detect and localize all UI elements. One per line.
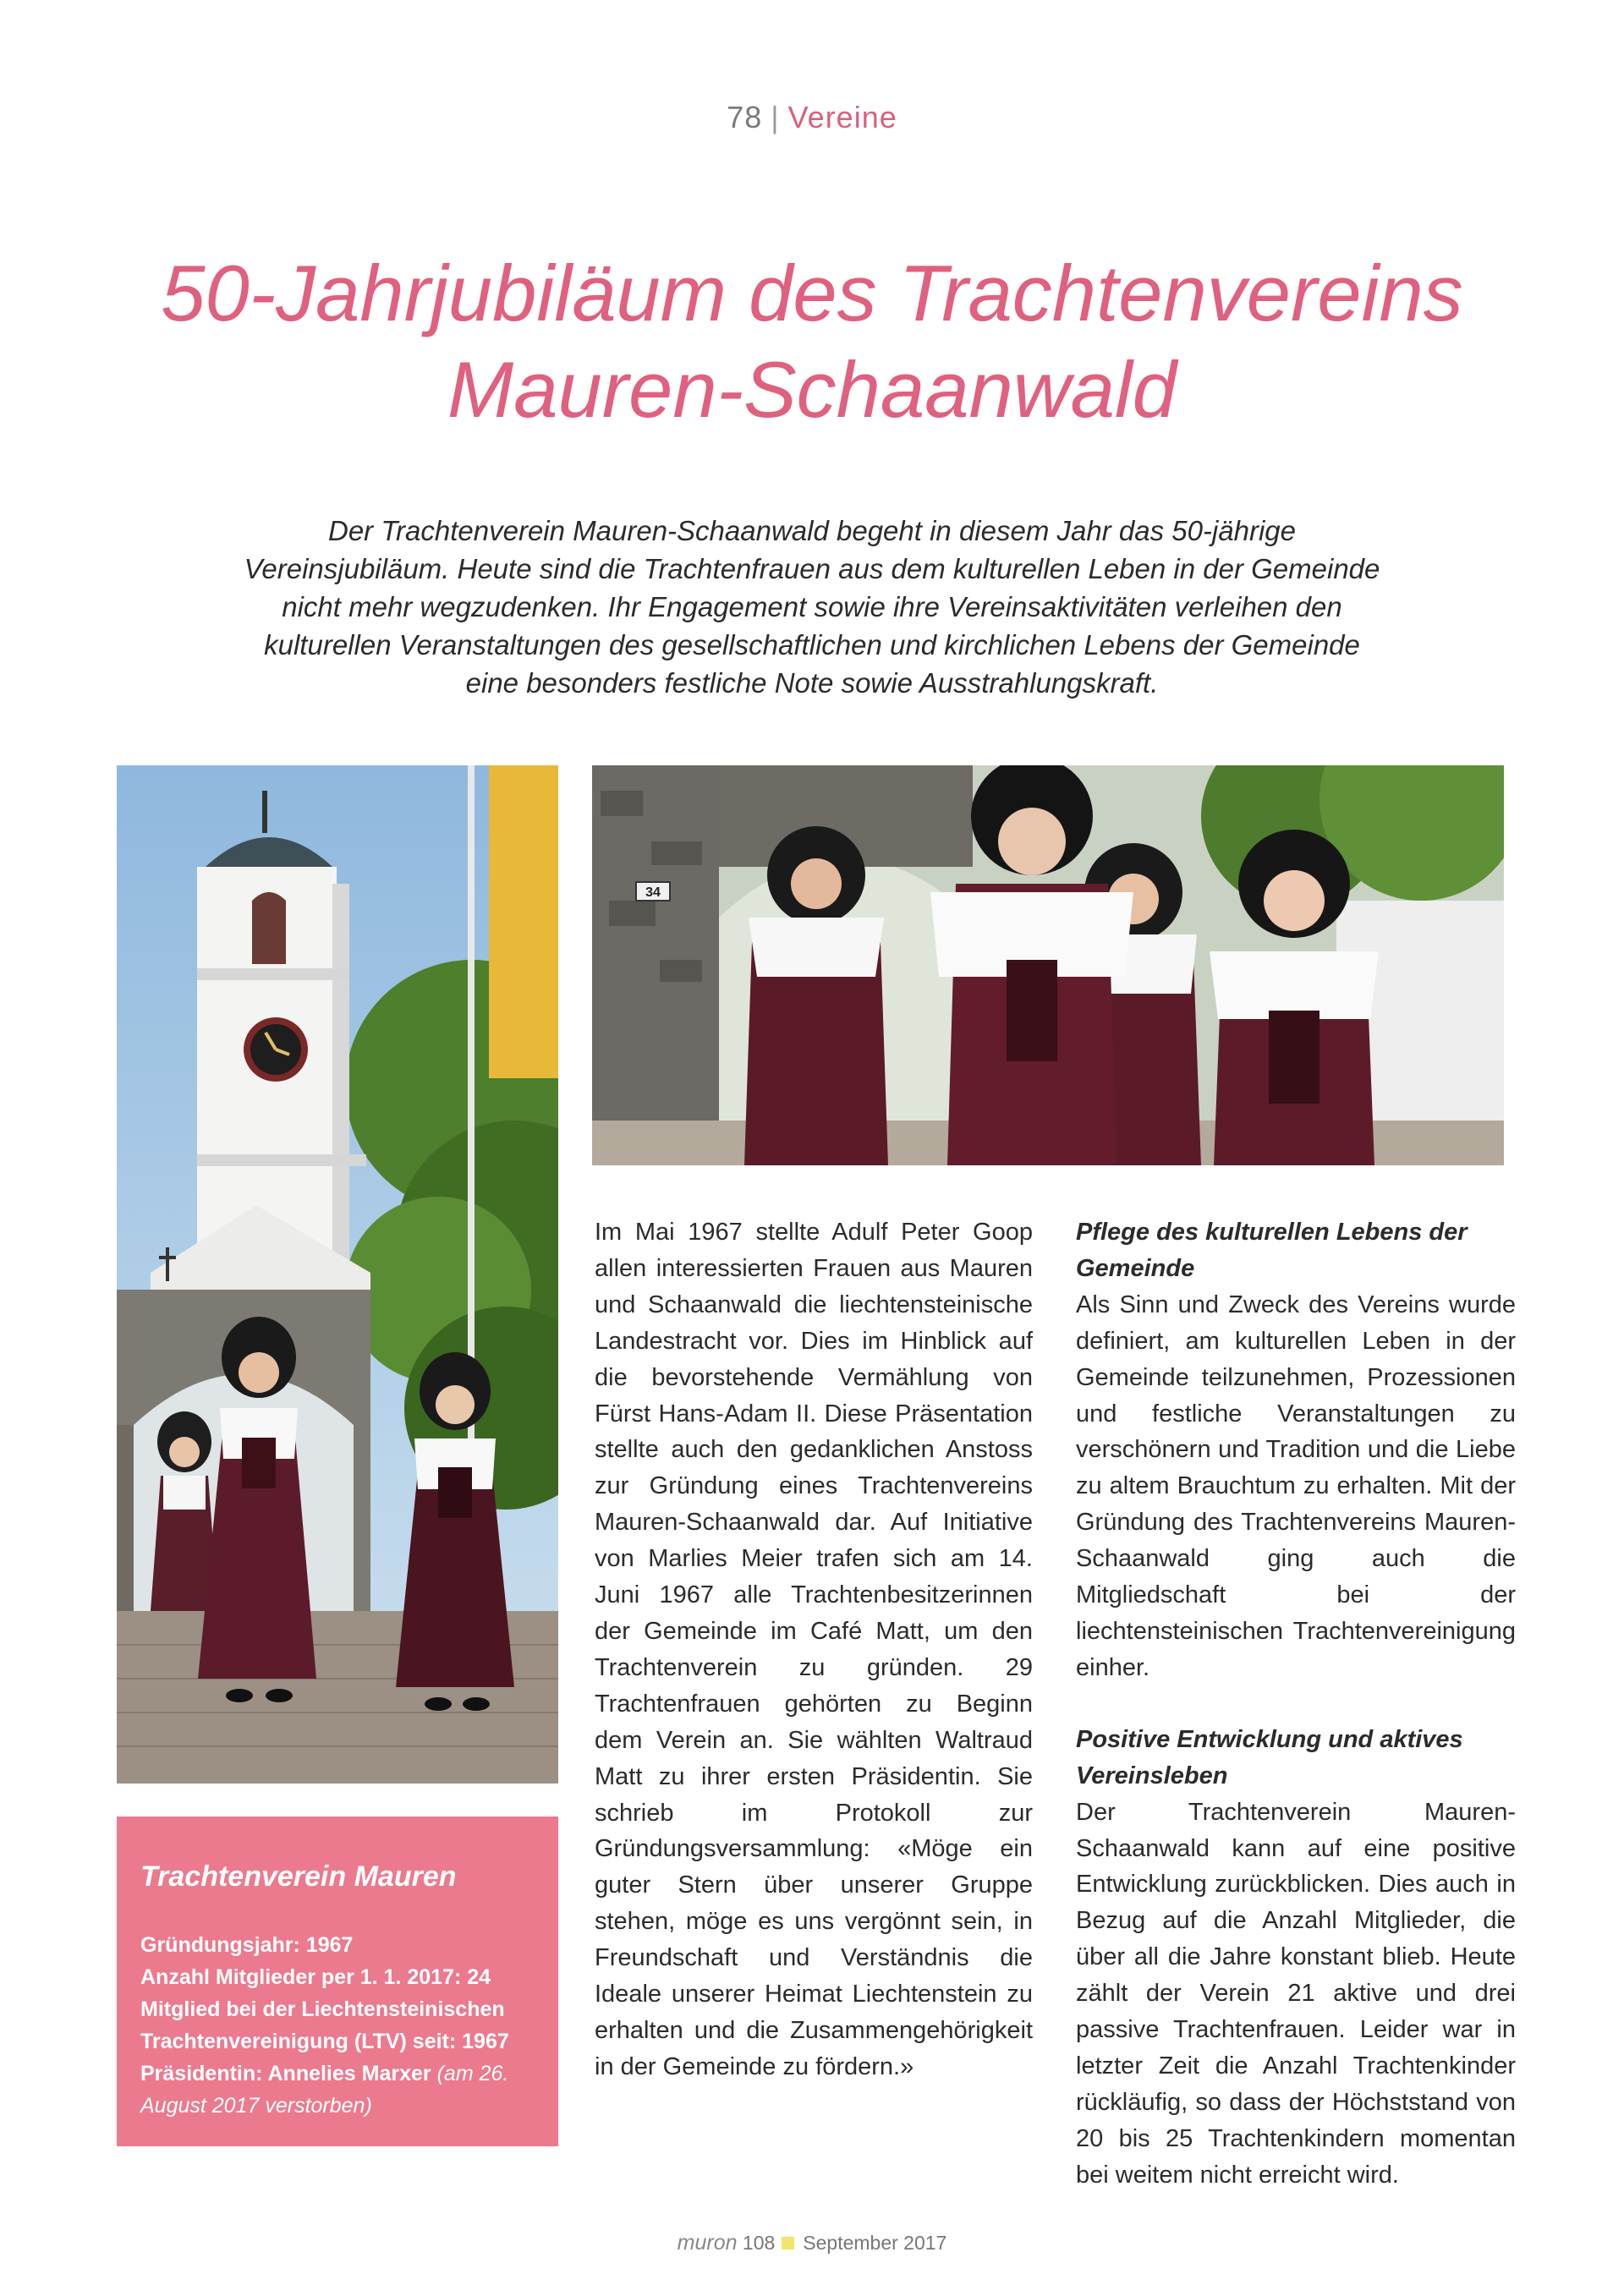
title-line-1: 50-Jahrjubiläum des Trachtenvereins bbox=[161, 249, 1463, 337]
article-title bbox=[85, 245, 1539, 438]
info-box-facts bbox=[140, 1929, 535, 2122]
member-count: Anzahl Mitglieder per 1. 1. 2017: 24 bbox=[140, 1965, 491, 1989]
section-heading-culture: Pflege des kulturellen Lebens der Gemeinde bbox=[1076, 1219, 1468, 1282]
page-number: 78 bbox=[727, 100, 763, 134]
header-separator: | bbox=[771, 100, 780, 134]
ltv-membership: Mitglied bei der Liechtensteinischen Trachtenvereinigung (LTV) seit: 1967 bbox=[140, 1997, 509, 2053]
title-line-2: Mauren-Schaanwald bbox=[447, 345, 1177, 434]
trachtenfrauen-photo bbox=[592, 765, 1504, 1165]
page-footer bbox=[0, 2231, 1624, 2255]
magazine-brand: muron bbox=[677, 2231, 738, 2255]
president-note: (am 26. August 2017 verstorben) bbox=[140, 2062, 509, 2118]
page-header bbox=[0, 100, 1624, 135]
founding-year: Gründungsjahr: 1967 bbox=[140, 1933, 354, 1957]
section-text-culture: Als Sinn und Zweck des Vereins wurde definiert, am kulturellen Leben in der Gemeinde teilzunehmen, Prozessionen und festliche Veranstaltungen zu verschönern und Tradition und die Liebe zu altem Brauchtum zu erhalten. Mit der Gründung des Trachtenvereins Mauren-Schaanwald ging auch die Mitgliedschaft bei der liechtensteinischen Trachtenvereinigung einher. bbox=[1076, 1290, 1516, 1681]
body-paragraph-history: Im Mai 1967 stellte Adulf Peter Goop allen interessierten Frauen aus Mauren und Schaanwald die liechtensteinische Landestracht vor. Dies im Hinblick auf die bevorstehende Vermählung von Fürst Hans-Adam II. Diese Präsentation stellte auch den gedanklichen Anstoss zur Gründung eines Trachtenvereins Mauren-Schaanwald dar. Auf Initiative von Marlies Meier trafen sich am 14. Juni 1967 alle Trachtenbesitzerinnen der Gemeinde im Café Matt, um den Trachtenverein zu gründen. 29 Trachtenfrauen gehörten zu Beginn dem Verein an. Sie wählten Waltraud Matt zu ihrer ersten Präsidentin. Sie schrieb im Protokoll zur Gründungsversammlung: «Möge ein guter Stern über unserer Gruppe stehen, möge es uns vergönnt sein, in Freundschaft und Verständnis die Ideale unserer Heimat Liechtenstein zu erhalten und die Zusammengehörigkeit in der Gemeinde zu fördern.» bbox=[595, 1219, 1033, 2080]
section-name: Vereine bbox=[787, 100, 897, 134]
house-number: 34 bbox=[645, 885, 661, 900]
president bbox=[140, 2058, 535, 2122]
president-name: Präsidentin: Annelies Marxer bbox=[140, 2062, 431, 2085]
issue-number: 108 bbox=[742, 2232, 776, 2254]
section-heading-development: Positive Entwicklung und aktives Vereinsleben bbox=[1076, 1725, 1463, 1789]
article-lead: Der Trachtenverein Mauren-Schaanwald begeht in diesem Jahr das 50-jährige Vereinsjubiläum. Heute sind die Trachtenfrauen aus dem kulturellen Leben in der Gemeinde nicht mehr wegzudenken. Ihr Engagement sowie ihre Vereinsaktivitäten verleihen den kulturellen Veranstaltungen des gesellschaftlichen und kirchlichen Lebens der Gemeinde eine besonders festliche Note sowie Ausstrahlungskraft. bbox=[244, 515, 1380, 699]
church-procession-photo bbox=[117, 765, 558, 1784]
footer-square-icon bbox=[782, 2237, 794, 2249]
issue-date: September 2017 bbox=[803, 2232, 947, 2254]
body-column-middle bbox=[595, 1214, 1033, 2121]
info-box-title: Trachtenverein Mauren bbox=[140, 1860, 457, 1893]
section-text-development: Der Trachtenverein Mauren-Schaanwald kann auf eine positive Entwicklung zurückblicken. Dies auch in Bezug auf die Anzahl Mitglieder, die über all die Jahre konstant blieb. Heute zählt der Verein 21 aktive und drei passive Trachtenfrauen. Leider war in letzter Zeit die Anzahl Trachtenkinder rückläufig, so dass der Höchststand von 20 bis 25 Trachtenkindern momentan bei weitem nicht erreicht wird. bbox=[1076, 1798, 1516, 2189]
club-info-box bbox=[117, 1817, 558, 2146]
body-column-right bbox=[1076, 1214, 1516, 2229]
